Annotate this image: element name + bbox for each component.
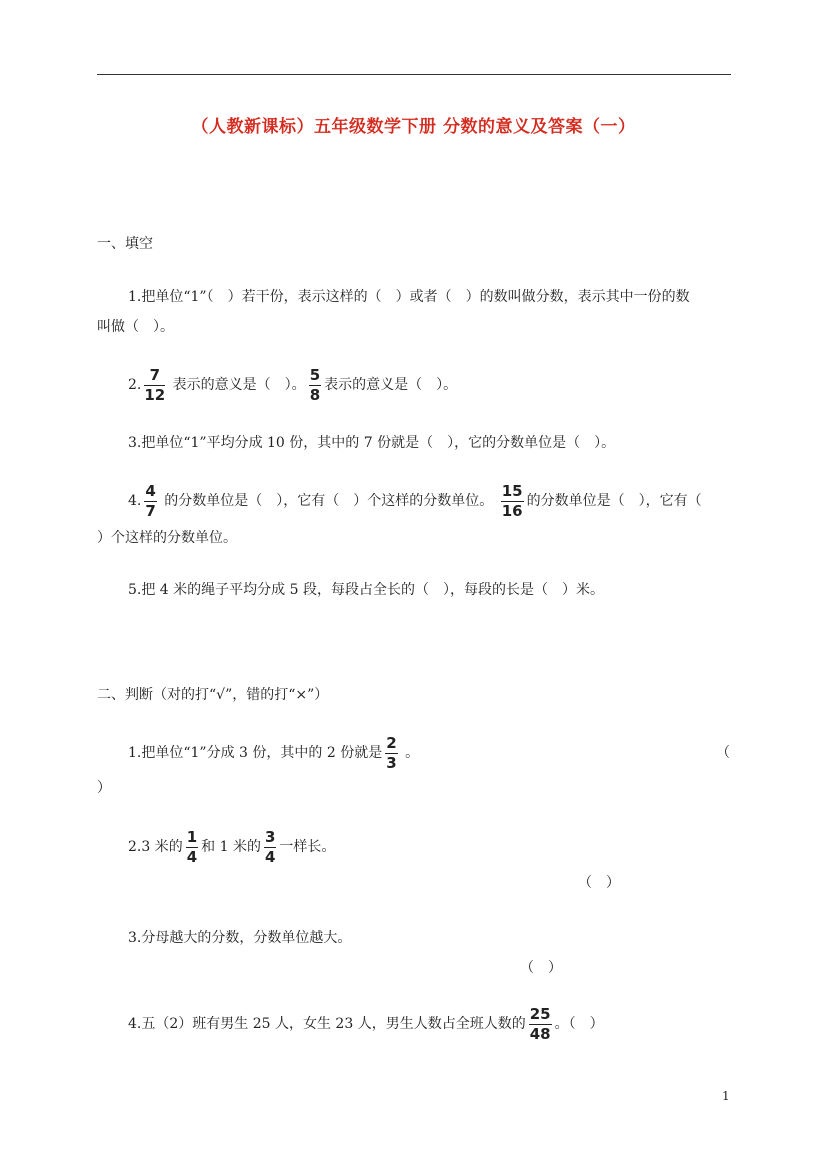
denominator: 16 (501, 501, 523, 520)
s1-q2 (128, 366, 457, 404)
s1-q4-text1: 的分数单位是（ ），它有（ ）个这样的分数单位。 (159, 493, 498, 509)
numerator: 7 (144, 368, 165, 386)
s2-q2-bracket: （ ） (578, 875, 620, 891)
s1-q4-line2: ）个这样的分数单位。 (97, 530, 237, 546)
s2-q2-text3: 一样长。 (279, 839, 336, 855)
fraction (309, 365, 321, 404)
fraction (144, 365, 166, 404)
page-title: （人教新课标）五年级数学下册 分数的意义及答案（一） (191, 117, 636, 137)
fraction (264, 827, 276, 866)
denominator: 4 (186, 847, 198, 866)
s2-q4-text: 4.五（2）班有男生 25 人，女生 23 人，男生人数占全班人数的 (128, 1016, 526, 1032)
numerator: 2 (386, 733, 397, 752)
fraction (529, 1004, 552, 1043)
denominator: 8 (309, 385, 321, 404)
section2-heading: 二、判断（对的打“√”，错的打“×”） (97, 687, 329, 703)
s1-q2-text2: 表示的意义是（ ）。 (324, 377, 458, 393)
s2-q2-text2: 和 1 米的 (201, 839, 261, 855)
denominator: 7 (145, 501, 156, 520)
s1-q4-text2: 的分数单位是（ ），它有（ (526, 493, 702, 509)
fraction (186, 827, 198, 866)
denominator: 48 (529, 1024, 551, 1043)
numerator: 4 (145, 481, 156, 500)
s1-q3: 3.把单位“1”平均分成 10 份，其中的 7 份就是（ ），它的分数单位是（ ）。 (128, 435, 616, 451)
s1-q1-line1: 1.把单位“1”（ ）若干份，表示这样的（ ）或者（ ）的数叫做分数，表示其中一份的数 (128, 289, 690, 305)
numerator: 15 (501, 481, 523, 500)
header-rule (97, 74, 731, 75)
section1-heading: 一、填空 (97, 236, 153, 252)
s2-q4-end: 。（ ） (554, 1016, 604, 1032)
fraction (501, 481, 524, 520)
s2-q3: 3.分母越大的分数，分数单位越大。 (128, 930, 352, 946)
s2-q1-bracket-open: （ (716, 745, 730, 761)
s1-q1-line2: 叫做（ ）。 (97, 319, 174, 335)
fraction (385, 733, 397, 772)
fraction (144, 481, 156, 520)
denominator: 12 (144, 385, 166, 404)
s2-q2-text1: 2.3 米的 (128, 839, 183, 855)
s2-q1-bracket-close: ） (97, 780, 111, 796)
numerator: 3 (264, 827, 276, 846)
numerator: 25 (529, 1004, 551, 1023)
s1-q2-text1: 表示的意义是（ ）。 (168, 377, 306, 393)
page-number: 1 (722, 1089, 730, 1103)
s2-q3-bracket: （ ） (520, 960, 562, 976)
s2-q1 (128, 734, 419, 772)
s1-q4-prefix: 4. (128, 493, 142, 509)
s2-q2 (128, 828, 335, 866)
s1-q4 (128, 482, 702, 520)
denominator: 3 (386, 753, 397, 772)
s2-q1-end: 。 (400, 745, 420, 761)
numerator: 1 (186, 827, 198, 846)
s1-q5: 5.把 4 米的绳子平均分成 5 段，每段占全长的（ ），每段的长是（ ）米。 (128, 582, 604, 598)
s2-q4 (128, 1005, 604, 1043)
s1-q2-prefix: 2. (128, 377, 142, 393)
numerator: 5 (309, 365, 321, 384)
denominator: 4 (264, 847, 276, 866)
s2-q1-text: 1.把单位“1”分成 3 份，其中的 2 份就是 (128, 745, 383, 761)
